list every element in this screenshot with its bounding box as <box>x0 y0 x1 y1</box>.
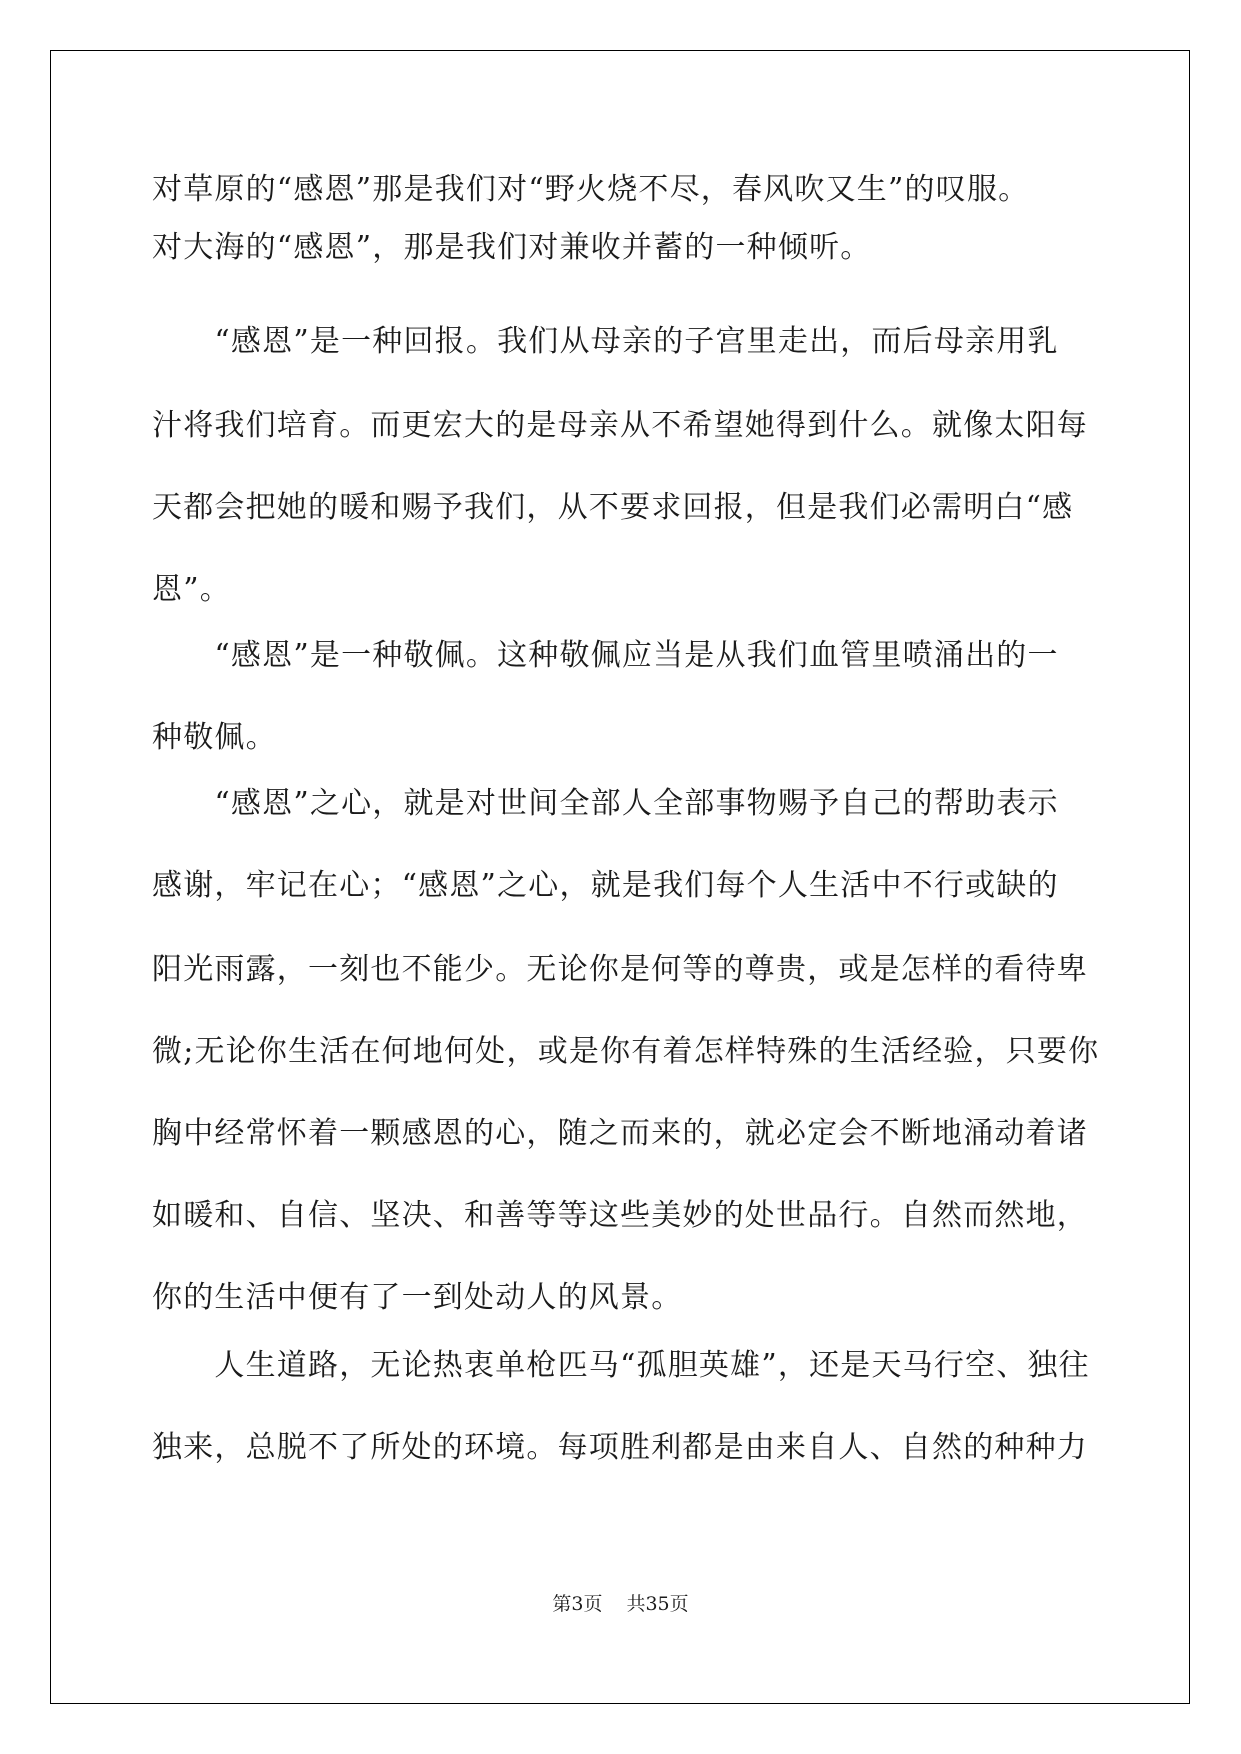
text-line: 如暖和、自信、坚决、和善等等这些美妙的处世品行。自然而然地， <box>152 1198 1088 1233</box>
text-line: 独来，总脱不了所处的环境。每项胜利都是由来自人、自然的种种力 <box>152 1430 1088 1465</box>
page-number: 第3页 <box>552 1593 603 1615</box>
text-line: 胸中经常怀着一颗感恩的心，随之而来的，就必定会不断地涌动着诸 <box>152 1116 1088 1151</box>
text-line: 种敬佩。 <box>152 720 277 755</box>
text-line: 你的生活中便有了一到处动人的风景。 <box>152 1280 683 1315</box>
text-line: 阳光雨露，一刻也不能少。无论你是何等的尊贵，或是怎样的看待卑 <box>152 952 1088 987</box>
page-total: 共35页 <box>626 1593 689 1615</box>
text-line: “感恩”是一种敬佩。这种敬佩应当是从我们血管里喷涌出的一 <box>152 638 1059 673</box>
text-line: 恩”。 <box>152 572 231 607</box>
text-line: “感恩”是一种回报。我们从母亲的子宫里走出，而后母亲用乳 <box>152 324 1059 359</box>
text-line: 感谢，牢记在心；“感恩”之心，就是我们每个人生活中不行或缺的 <box>152 868 1059 903</box>
text-line: 对草原的“感恩”那是我们对“野火烧不尽，春风吹又生”的叹服。 <box>152 172 1030 207</box>
text-line: 汁将我们培育。而更宏大的是母亲从不希望她得到什么。就像太阳每 <box>152 408 1088 443</box>
text-line: 人生道路，无论热衷单枪匹马“孤胆英雄”，还是天马行空、独往 <box>152 1348 1090 1383</box>
text-line: 对大海的“感恩”，那是我们对兼收并蓄的一种倾听。 <box>152 230 872 265</box>
text-line: 天都会把她的暖和赐予我们，从不要求回报，但是我们必需明白“感 <box>152 490 1074 525</box>
page-footer <box>0 1592 1241 1616</box>
text-line: “感恩”之心，就是对世间全部人全部事物赐予自己的帮助表示 <box>152 786 1059 821</box>
text-line: 微;无论你生活在何地何处，或是你有着怎样特殊的生活经验，只要你 <box>152 1034 1100 1069</box>
